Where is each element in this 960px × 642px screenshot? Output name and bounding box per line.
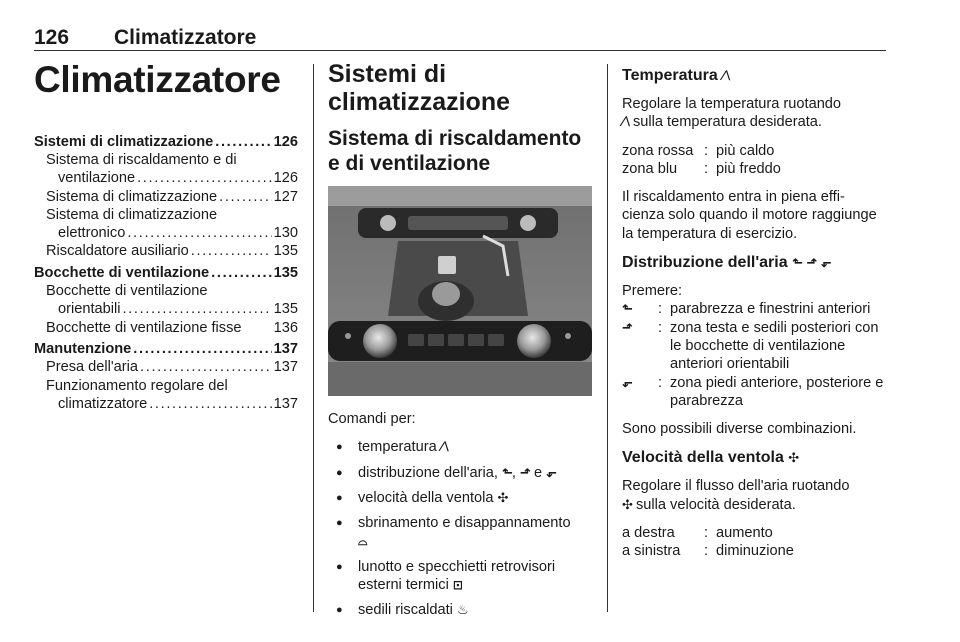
toc-entry[interactable]: Bocchette di ventilazione fisse 136 [46, 319, 298, 336]
def-row: a sinistra : diminuzione [622, 543, 794, 560]
fan-directions [622, 524, 886, 561]
toc-entry[interactable]: Bocchette di ventilazione . . . 135 [34, 264, 298, 282]
toc-entry[interactable]: Sistema di climatizzazione . . . 127 [34, 188, 298, 206]
press-label: Premere: [622, 283, 683, 300]
def-row: ⬐ : zona piedi anteriore, posteriore e parabrezza [622, 374, 884, 409]
toc-page-number: 137 [273, 340, 298, 357]
feet-vent-icon: ⬐ [820, 255, 831, 271]
page-number: 126 [34, 26, 70, 49]
distribution-list [622, 300, 886, 410]
header-rule [34, 50, 886, 51]
controls-list [328, 438, 592, 619]
toc-entry[interactable]: elettronico . . . 130 [34, 224, 298, 242]
def-row: zona blu : più freddo [622, 160, 781, 177]
list-item: ● velocità della ventola ✣ [328, 489, 592, 507]
subsection-title: Sistema di riscaldamento e di ventilazione [328, 127, 582, 175]
fan-text: Regolare il flusso dell'aria ruotando ✣ sulla velocità desiderata. [622, 478, 850, 513]
fan-icon: ✣ [788, 450, 799, 466]
column-divider-1 [313, 64, 314, 612]
toc-entry[interactable]: Sistema di climatizzazione [46, 206, 218, 223]
feet-vent-icon: ⬐ [622, 374, 632, 390]
distribution-heading: Distribuzione dell'aria ⬑ ⬏ ⬐ [622, 254, 831, 272]
combinations-text: Sono possibili diverse combinazioni. [622, 421, 857, 438]
fan-icon: ✣ [622, 496, 632, 512]
temperature-text: Regolare la temperatura ruotando ⁄ ⧵ sulla temperatura desiderata. [622, 96, 842, 131]
list-item: ● sedili riscaldati ♨ [328, 601, 592, 619]
temperature-knob-icon: ⁄ ⧵ [440, 439, 448, 455]
toc-page-number: 135 [273, 264, 298, 281]
toc-page-number: 137 [273, 359, 298, 376]
toc-page-number: 126 [273, 170, 298, 187]
toc-entry[interactable]: Sistemi di climatizzazione . . . 126 [34, 133, 298, 151]
temperature-heading: Temperatura ⁄ ⧵ [622, 67, 730, 84]
temperature-zones [622, 142, 886, 179]
toc-page-number: 136 [273, 319, 298, 336]
column-divider-2 [607, 64, 608, 612]
fan-heading: Velocità della ventola ✣ [622, 449, 799, 467]
toc-entry[interactable]: climatizzatore . . . 137 [34, 395, 298, 413]
def-row: ⬑ : parabrezza e finestrini anteriori [622, 301, 871, 318]
toc-entry[interactable]: Manutenzione . . . 137 [34, 340, 298, 358]
page-header [34, 26, 886, 52]
toc-column [34, 60, 298, 413]
def-row: ⬏ : zona testa e sedili posteriori con le bocchette di ventilazione anteriori orientabili [622, 319, 879, 373]
rear-defrost-icon: ⊡ [452, 578, 462, 593]
control-panel-photo [328, 186, 592, 396]
toc-entry[interactable]: Presa dell'aria . . . 137 [34, 358, 298, 376]
chapter-title: Climatizzatore [34, 59, 281, 100]
head-vent-icon: ⬏ [519, 464, 530, 480]
toc-entry[interactable]: Funzionamento regolare del [46, 377, 228, 394]
systems-column [328, 60, 592, 627]
def-row: zona rossa : più caldo [622, 142, 775, 159]
windscreen-vent-icon: ⬑ [622, 301, 632, 317]
toc-entry[interactable]: orientabili . . . 135 [34, 300, 298, 318]
toc-entry[interactable]: ventilazione . . . 126 [34, 169, 298, 187]
toc-entry[interactable]: Riscaldatore ausiliario . . . 135 [34, 242, 298, 260]
toc-page-number: 126 [273, 133, 298, 150]
toc-entry[interactable]: Sistema di riscaldamento e di [46, 151, 237, 168]
temperature-knob-icon: ⁄ ⧵ [622, 114, 629, 130]
fan-icon: ✣ [497, 489, 508, 505]
list-item: ● lunotto e specchietti retrovisori esterni termici ⊡ [328, 558, 592, 595]
toc-page-number: 127 [273, 188, 298, 205]
list-item: ● sbrinamento e disappannamento ⌓ [328, 514, 592, 551]
toc-page-number: 137 [273, 395, 298, 412]
toc-page-number: 130 [273, 225, 298, 242]
feet-vent-icon: ⬐ [546, 464, 557, 480]
list-item: ● distribuzione dell'aria, ⬑, ⬏ e ⬐ [328, 464, 592, 482]
control-panel-illustration [328, 186, 592, 396]
list-item: ● temperatura ⁄ ⧵ [328, 438, 592, 456]
details-column [622, 60, 886, 571]
toc-list [34, 133, 298, 413]
head-vent-icon: ⬏ [806, 255, 817, 271]
section-title: Sistemi di climatizzazione [328, 60, 510, 116]
running-title: Climatizzatore [114, 26, 257, 49]
max-defrost-icon: ⌓ [358, 534, 367, 549]
windscreen-vent-icon: ⬑ [792, 255, 802, 271]
heated-seat-icon: ♨ [456, 602, 468, 618]
toc-entry[interactable]: Bocchette di ventilazione [46, 283, 208, 300]
intro-text: Comandi per: [328, 411, 416, 427]
toc-page-number: 135 [273, 243, 298, 260]
heating-text: Il riscaldamento entra in piena effi-cienza solo quando il motore raggiunge la temperatura di esercizio. [622, 189, 877, 242]
windscreen-vent-icon: ⬑ [501, 464, 512, 480]
def-row: a destra : aumento [622, 525, 773, 542]
toc-page-number: 135 [273, 301, 298, 318]
head-vent-icon: ⬏ [622, 319, 632, 335]
temperature-knob-icon: ⁄ ⧵ [722, 68, 730, 83]
